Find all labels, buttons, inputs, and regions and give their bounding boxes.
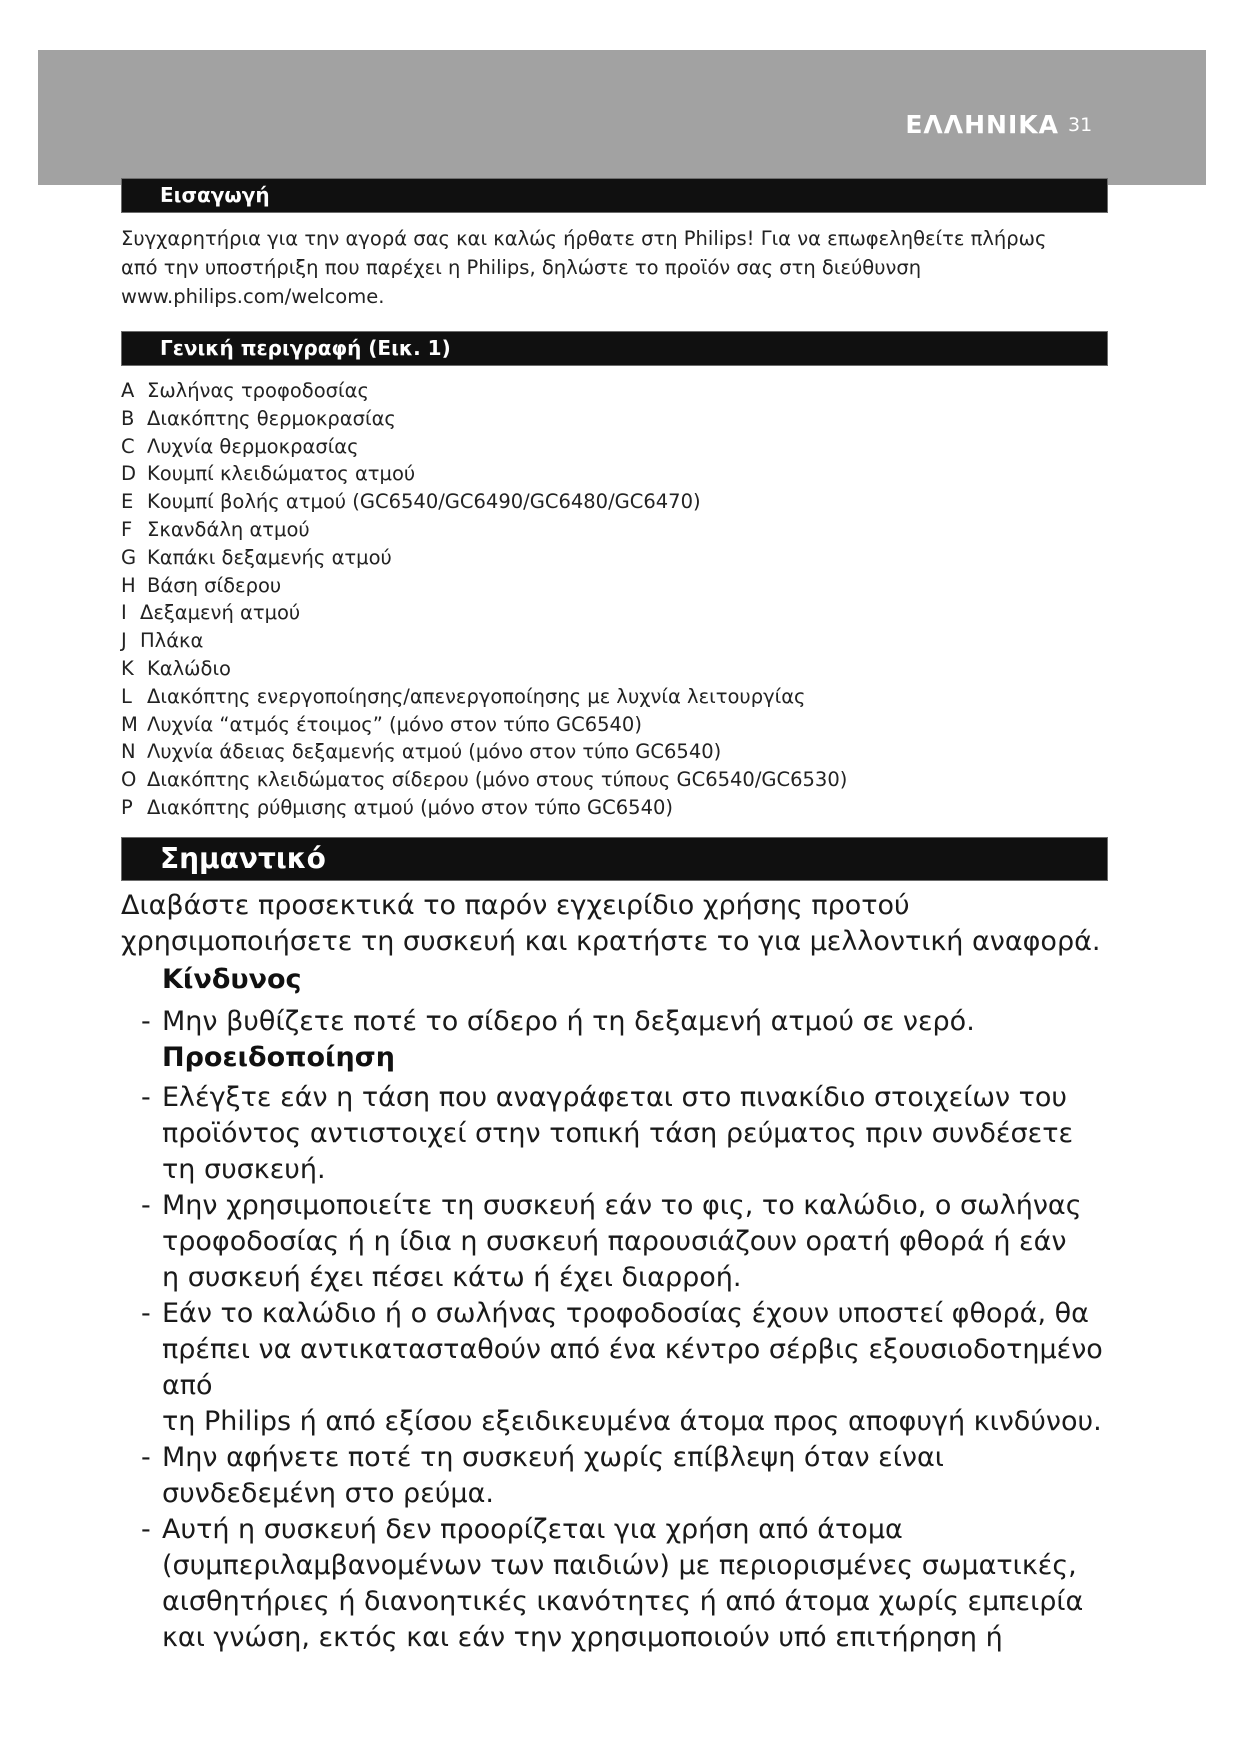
part-letter: J (121, 629, 127, 653)
part-letter: M (121, 712, 138, 736)
important-intro-line: χρησιμοποιήσετε τη συσκευή και κρατήστε το για μελλοντική αναφορά. (121, 926, 1101, 957)
warning-item-line: αισθητήριες ή διανοητικές ικανότητες ή από άτομα χωρίς εμπειρία (162, 1586, 1084, 1617)
part-letter: G (121, 545, 137, 569)
part-text: Βάση σίδερου (147, 573, 282, 597)
parts-list-item (121, 738, 1111, 766)
part-text: Κουμπί βολής ατμού (GC6540/GC6490/GC6480/GC6470) (147, 490, 701, 514)
parts-list-item (121, 683, 1111, 711)
part-letter: L (121, 684, 132, 708)
warning-item-line: Μην χρησιμοποιείτε τη συσκευή εάν το φις, το καλώδιο, ο σωλήνας (162, 1190, 1082, 1221)
part-letter: C (121, 434, 135, 458)
section-intro-title: Εισαγωγή (121, 178, 1108, 213)
warning-item-line: Αυτή η συσκευή δεν προορίζεται για χρήση από άτομα (162, 1514, 903, 1545)
danger-heading: Κίνδυνος (162, 964, 302, 995)
part-text: Σωλήνας τροφοδοσίας (147, 379, 369, 402)
parts-list-item (121, 516, 1111, 544)
danger-item-line: Μην βυθίζετε ποτέ το σίδερο ή τη δεξαμενή ατμού σε νερό. (162, 1006, 975, 1037)
parts-list-item (121, 766, 1111, 794)
part-text: Λυχνία άδειας δεξαμενής ατμού (μόνο στον τύπο GC6540) (147, 740, 722, 764)
parts-list-item (121, 405, 1111, 433)
warning-item-line: πρέπει να αντικατασταθούν από ένα κέντρο σέρβις εξουσιοδοτημένο από (162, 1334, 1103, 1401)
warning-item-line: (συμπεριλαμβανομένων των παιδιών) με περιορισμένες σωματικές, (162, 1550, 1077, 1581)
part-letter: A (121, 379, 135, 402)
warning-heading: Προειδοποίηση (162, 1042, 396, 1073)
warning-item-line: συνδεδεμένη στο ρεύμα. (162, 1478, 494, 1509)
page-number: 31 (1068, 114, 1093, 136)
warning-item: - Εάν το καλώδιο ή ο σωλήνας τροφοδοσίας έχουν υποστεί φθορά, θα πρέπει να αντικατασταθούν από ένα κέντρο σέρβις εξουσιοδοτημένο από τη Philips ή από εξίσου εξειδικευμένα άτομα προς αποφυγή κινδύνου. (141, 1296, 1116, 1440)
part-letter: N (121, 740, 136, 764)
intro-line: Συγχαρητήρια για την αγορά σας και καλώς ήρθατε στη Philips! Για να επωφεληθείτε πλήρως (121, 227, 1047, 250)
part-text: Διακόπτης κλειδώματος σίδερου (μόνο στους τύπους GC6540/GC6530) (147, 768, 848, 792)
important-intro (121, 888, 1121, 960)
part-letter: H (121, 573, 136, 597)
part-letter: I (121, 601, 127, 625)
intro-line: από την υποστήριξη που παρέχει η Philips, δηλώστε το προϊόν σας στη διεύθυνση (121, 256, 922, 279)
parts-list-item (121, 544, 1111, 572)
warning-item-line: Ελέγξτε εάν η τάση που αναγράφεται στο πινακίδιο στοιχείων του (162, 1082, 1068, 1113)
part-letter: K (121, 656, 134, 680)
parts-list-item (121, 377, 1111, 405)
part-letter: B (121, 406, 135, 430)
parts-list-item (121, 433, 1111, 461)
section-general-title: Γενική περιγραφή (Εικ. 1) (121, 331, 1108, 366)
part-text: Λυχνία “ατμός έτοιμος” (μόνο στον τύπο GC6540) (147, 712, 642, 736)
part-text: Κουμπί κλειδώματος ατμού (147, 462, 416, 486)
warning-item-line: προϊόντος αντιστοιχεί στην τοπική τάση ρεύματος πριν συνδέσετε (162, 1118, 1074, 1149)
part-text: Καλώδιο (147, 656, 231, 680)
warning-item-line: τη Philips ή από εξίσου εξειδικευμένα άτομα προς αποφυγή κινδύνου. (162, 1406, 1102, 1437)
section-important-title: Σημαντικό (121, 837, 1108, 881)
part-letter: O (121, 768, 137, 792)
warning-item-line: Εάν το καλώδιο ή ο σωλήνας τροφοδοσίας έχουν υποστεί φθορά, θα (162, 1298, 1089, 1329)
intro-paragraph (121, 224, 1111, 311)
warning-item-line: και γνώση, εκτός και εάν την χρησιμοποιούν υπό επιτήρηση ή (162, 1622, 1003, 1653)
part-text: Πλάκα (140, 629, 204, 653)
warning-item: - Ελέγξτε εάν η τάση που αναγράφεται στο πινακίδιο στοιχείων του προϊόντος αντιστοιχεί στην τοπική τάση ρεύματος πριν συνδέσετε τη συσκευή. (141, 1080, 1116, 1188)
part-text: Σκανδάλη ατμού (147, 517, 310, 541)
parts-list (121, 377, 1111, 822)
parts-list-item (121, 711, 1111, 739)
danger-list (141, 1004, 1116, 1040)
part-text: Καπάκι δεξαμενής ατμού (147, 545, 392, 569)
parts-list-item (121, 572, 1111, 600)
part-text: Δεξαμενή ατμού (140, 601, 301, 625)
danger-item: - Μην βυθίζετε ποτέ το σίδερο ή τη δεξαμενή ατμού σε νερό. (141, 1004, 1116, 1040)
warning-item-line: τη συσκευή. (162, 1154, 326, 1185)
part-text: Διακόπτης ενεργοποίησης/απενεργοποίησης με λυχνία λειτουργίας (147, 684, 806, 708)
warning-item: - Αυτή η συσκευή δεν προορίζεται για χρήση από άτομα (συμπεριλαμβανομένων των παιδιών) με περιορισμένες σωματικές, αισθητήριες ή διανοητικές ικανότητες ή από άτομα χωρίς εμπειρία και γνώση, εκτός και εάν την χρησιμοποιούν υπό επιτήρηση ή (141, 1512, 1116, 1656)
part-letter: F (121, 517, 133, 541)
warning-list (141, 1080, 1116, 1656)
part-text: Λυχνία θερμοκρασίας (147, 434, 359, 458)
parts-list-item (121, 599, 1111, 627)
parts-list-item (121, 460, 1111, 488)
warning-item: - Μην αφήνετε ποτέ τη συσκευή χωρίς επίβλεψη όταν είναι συνδεδεμένη στο ρεύμα. (141, 1440, 1116, 1512)
part-letter: P (121, 795, 133, 819)
warning-item: - Μην χρησιμοποιείτε τη συσκευή εάν το φις, το καλώδιο, ο σωλήνας τροφοδοσίας ή η ίδια η συσκευή παρουσιάζουν ορατή φθορά ή εάν η συσκευή έχει πέσει κάτω ή έχει διαρροή. (141, 1188, 1116, 1296)
part-text: Διακόπτης θερμοκρασίας (147, 406, 396, 430)
warning-item-line: η συσκευή έχει πέσει κάτω ή έχει διαρροή. (162, 1262, 742, 1293)
parts-list-item (121, 794, 1111, 822)
part-text: Διακόπτης ρύθμισης ατμού (μόνο στον τύπο GC6540) (147, 795, 674, 819)
part-letter: D (121, 462, 137, 486)
parts-list-item (121, 488, 1111, 516)
parts-list-item (121, 655, 1111, 683)
parts-list-item (121, 627, 1111, 655)
intro-line: www.philips.com/welcome. (121, 285, 385, 308)
warning-item-line: τροφοδοσίας ή η ίδια η συσκευή παρουσιάζουν ορατή φθορά ή εάν (162, 1226, 1067, 1257)
part-letter: E (121, 490, 134, 514)
header-language: ΕΛΛΗΝΙΚΑ (905, 110, 1059, 139)
warning-item-line: Μην αφήνετε ποτέ τη συσκευή χωρίς επίβλεψη όταν είναι (162, 1442, 944, 1473)
important-intro-line: Διαβάστε προσεκτικά το παρόν εγχειρίδιο χρήσης προτού (121, 890, 910, 921)
